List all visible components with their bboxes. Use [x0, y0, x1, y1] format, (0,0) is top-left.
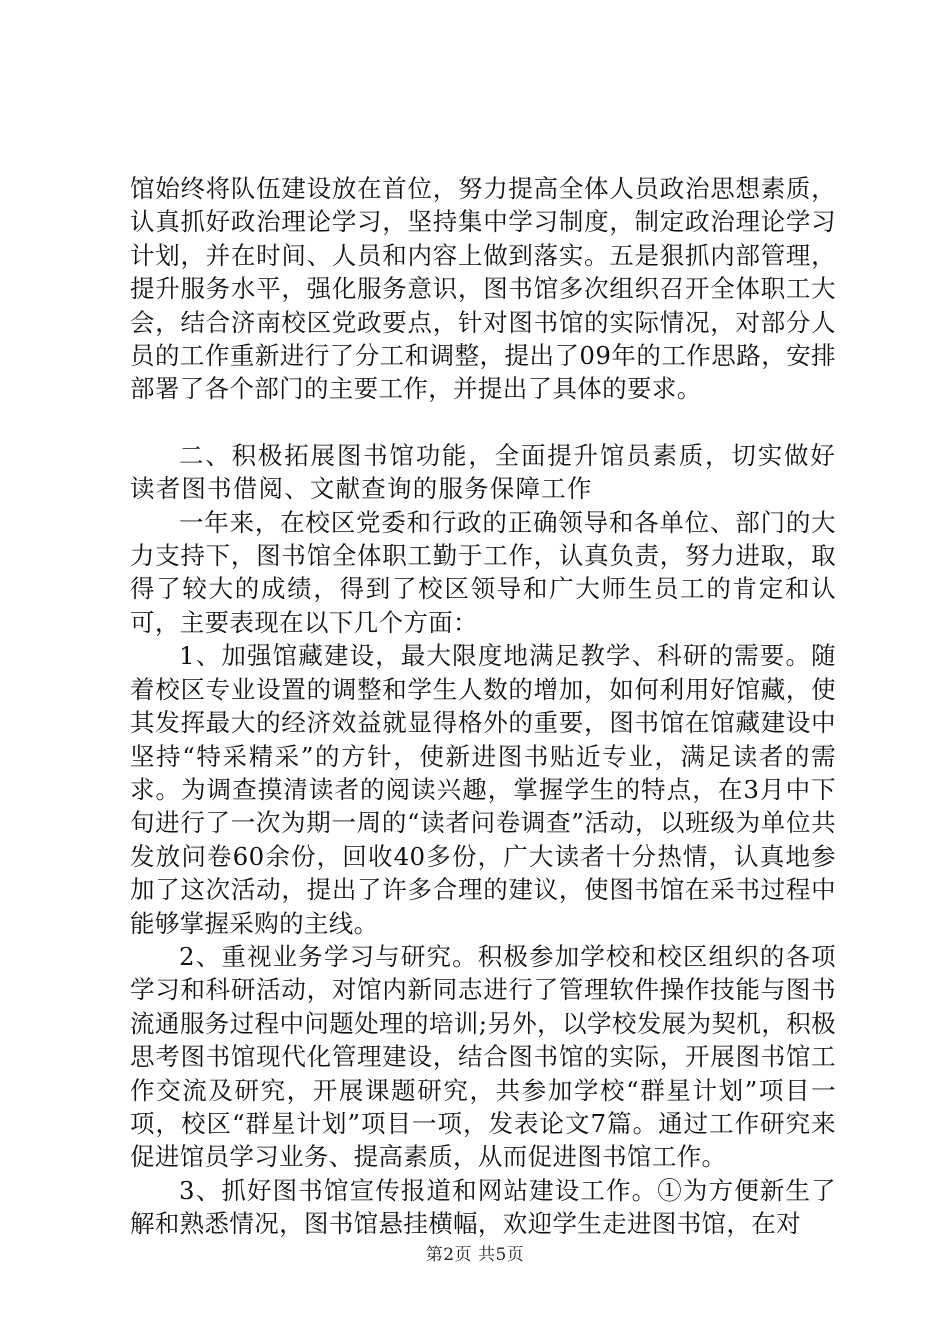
section-heading: 二、积极拓展图书馆功能，全面提升馆员素质，切实做好读者图书借阅、文献查询的服务保障工作: [130, 440, 836, 504]
paragraph-continued: 馆始终将队伍建设放在首位，努力提高全体人员政治思想素质，认真抓好政治理论学习，坚持集中学习制度，制定政治理论学习计划，并在时间、人员和内容上做到落实。五是狠抓内部管理，提升服务水平，强化服务意识，图书馆多次组织召开全体职工大会，结合济南校区党政要点，针对图书馆的实际情况，对部分人员的工作重新进行了分工和调整，提出了09年的工作思路，安排部署了各个部门的主要工作，并提出了具体的要求。: [130, 174, 836, 404]
paragraph-item-2: 2、重视业务学习与研究。积极参加学校和校区组织的各项学习和科研活动，对馆内新同志进行了管理软件操作技能与图书流通服务过程中问题处理的培训;另外，以学校发展为契机，积极思考图书馆现代化管理建设，结合图书馆的实际，开展图书馆工作交流及研究，开展课题研究，共参加学校“群星计划”项目一项，校区“群星计划”项目一项，发表论文7篇。通过工作研究来促进馆员学习业务、提高素质，从而促进图书馆工作。: [130, 941, 836, 1172]
page-number-footer: 第2页 共5页: [425, 1245, 525, 1265]
paragraph-item-3: 3、抓好图书馆宣传报道和网站建设工作。①为方便新生了解和熟悉情况，图书馆悬挂横幅，欢迎学生走进图书馆，在对: [130, 1175, 836, 1239]
paragraph-intro: 一年来，在校区党委和行政的正确领导和各单位、部门的大力支持下，图书馆全体职工勤于工作，认真负责，努力进取，取得了较大的成绩，得到了校区领导和广大师生员工的肯定和认可，主要表现在以下几个方面：: [130, 507, 836, 637]
paragraph-item-1: 1、加强馆藏建设，最大限度地满足教学、科研的需要。随着校区专业设置的调整和学生人数的增加，如何利用好馆藏，使其发挥最大的经济效益就显得格外的重要，图书馆在馆藏建设中坚持“特采精采”的方针，使新进图书贴近专业，满足读者的需求。为调查摸清读者的阅读兴趣，掌握学生的特点，在3月中下旬进行了一次为期一周的“读者问卷调查”活动，以班级为单位共发放问卷60余份，回收40多份，广大读者十分热情，认真地参加了这次活动，提出了许多合理的建议，使图书馆在采书过程中能够掌握采购的主线。: [130, 641, 836, 938]
document-body: [130, 172, 836, 1241]
